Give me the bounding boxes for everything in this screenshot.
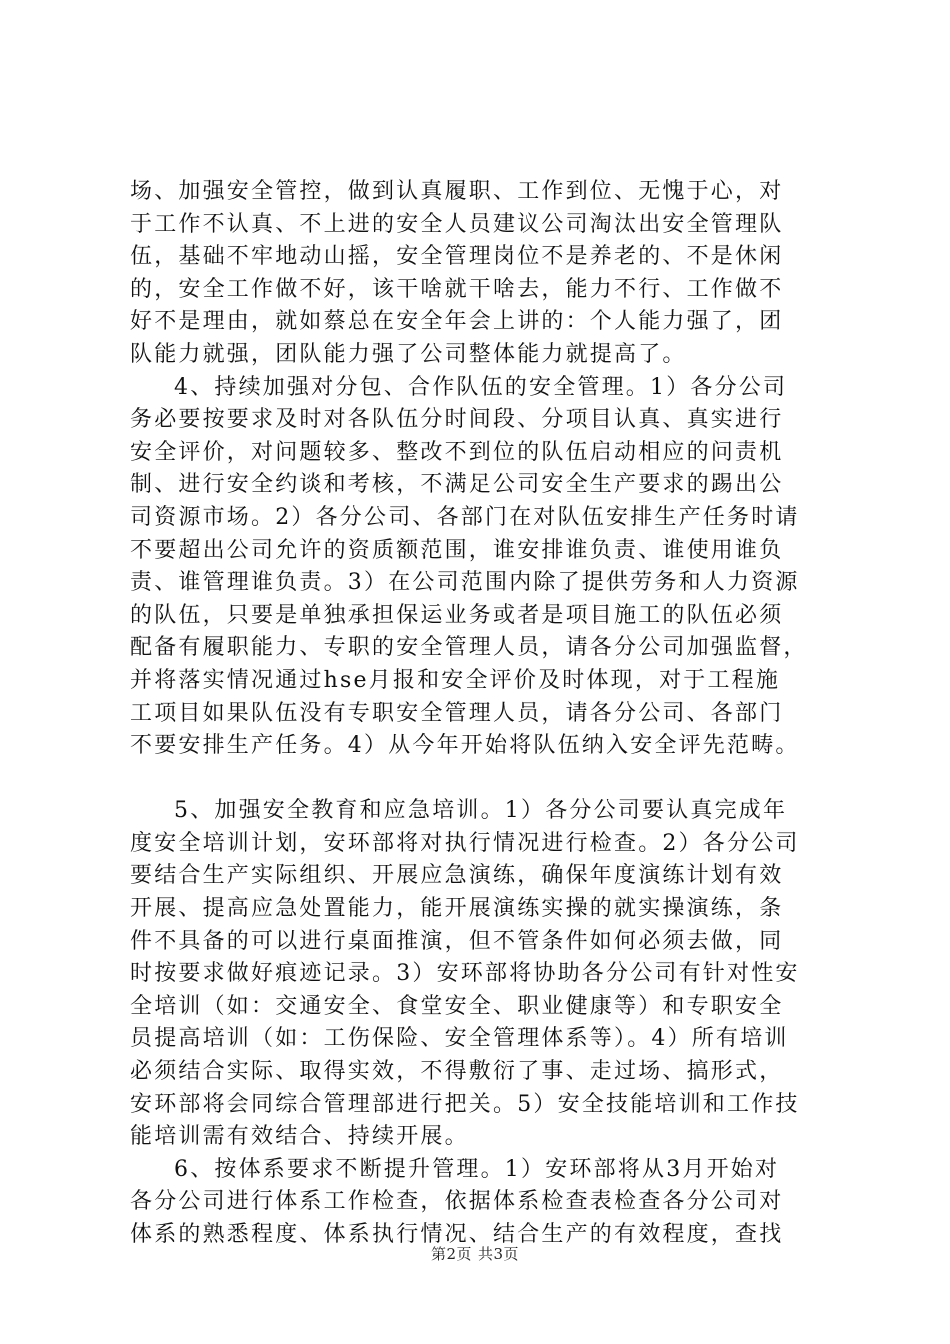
text-line: 能培训需有效结合、持续开展。 (130, 1124, 469, 1150)
text-line: 并将落实情况通过hse月报和安全评价及时体现，对于工程施 (130, 667, 781, 693)
text-line: 场、加强安全管控，做到认真履职、工作到位、无愧于心，对 (130, 179, 784, 204)
body-text (130, 176, 830, 1252)
page-number: 第2页 (430, 1245, 472, 1263)
paragraph-6-start: 6、按体系要求不断提升管理。1）安环部将从3月开始对 (174, 1156, 780, 1182)
text-line: 务必要按要求及时对各队伍分时间段、分项目认真、真实进行 (130, 407, 784, 433)
text-line: 的队伍，只要是单独承担保运业务或者是项目施工的队伍必须 (130, 602, 784, 628)
text-line: 件不具备的可以进行桌面推演，但不管条件如何必须去做，同 (130, 928, 784, 954)
page-total: 共3页 (478, 1245, 520, 1263)
text-line: 体系的熟悉程度、体系执行情况、结合生产的有效程度，查找 (130, 1222, 784, 1247)
text-line: 责、谁管理谁负责。3）在公司范围内除了提供劳务和人力资源 (130, 570, 800, 596)
text-line: 要结合生产实际组织、开展应急演练，确保年度演练计划有效 (130, 863, 784, 889)
text-line: 司资源市场。2）各分公司、各部门在对队伍安排生产任务时请 (130, 504, 800, 530)
text-line: 开展、提高应急处置能力，能开展演练实操的就实操演练，条 (130, 896, 784, 922)
text-line: 的，安全工作做不好，该干啥就干啥去，能力不行、工作做不 (130, 276, 784, 302)
text-line: 安全评价，对问题较多、整改不到位的队伍启动相应的问责机 (130, 439, 784, 465)
page-footer (0, 1244, 950, 1264)
paragraph-4-start: 4、持续加强对分包、合作队伍的安全管理。1）各分公司 (174, 374, 788, 400)
text-line: 安环部将会同综合管理部进行把关。5）安全技能培训和工作技 (130, 1091, 800, 1117)
text-line: 好不是理由，就如蔡总在安全年会上讲的：个人能力强了，团 (130, 309, 784, 335)
text-line: 不要超出公司允许的资质额范围，谁安排谁负责、谁使用谁负 (130, 537, 784, 563)
text-line: 必须结合实际、取得实效，不得敷衍了事、走过场、搞形式， (130, 1059, 784, 1085)
text-line: 时按要求做好痕迹记录。3）安环部将协助各分公司有针对性安 (130, 961, 800, 987)
text-line: 工项目如果队伍没有专职安全管理人员，请各分公司、各部门 (130, 700, 784, 726)
text-line: 伍，基础不牢地动山摇，安全管理岗位不是养老的、不是休闲 (130, 244, 784, 270)
text-line: 制、进行安全约谈和考核，不满足公司安全生产要求的踢出公 (130, 472, 784, 498)
paragraph-5-start: 5、加强安全教育和应急培训。1）各分公司要认真完成年 (174, 798, 788, 824)
text-line: 配备有履职能力、专职的安全管理人员，请各分公司加强监督， (130, 635, 808, 661)
text-line: 不要安排生产任务。4）从今年开始将队伍纳入安全评先范畴。 (130, 733, 800, 759)
text-line: 于工作不认真、不上进的安全人员建议公司淘汰出安全管理队 (130, 211, 784, 237)
text-line: 全培训（如：交通安全、食堂安全、职业健康等）和专职安全 (130, 993, 784, 1019)
text-line: 队能力就强，团队能力强了公司整体能力就提高了。 (130, 341, 687, 367)
text-line: 员提高培训（如：工伤保险、安全管理体系等）。4）所有培训 (130, 1026, 789, 1052)
blank-line (130, 763, 830, 796)
text-line: 度安全培训计划，安环部将对执行情况进行检查。2）各分公司 (130, 830, 800, 856)
text-line: 各分公司进行体系工作检查，依据体系检查表检查各分公司对 (130, 1189, 784, 1215)
